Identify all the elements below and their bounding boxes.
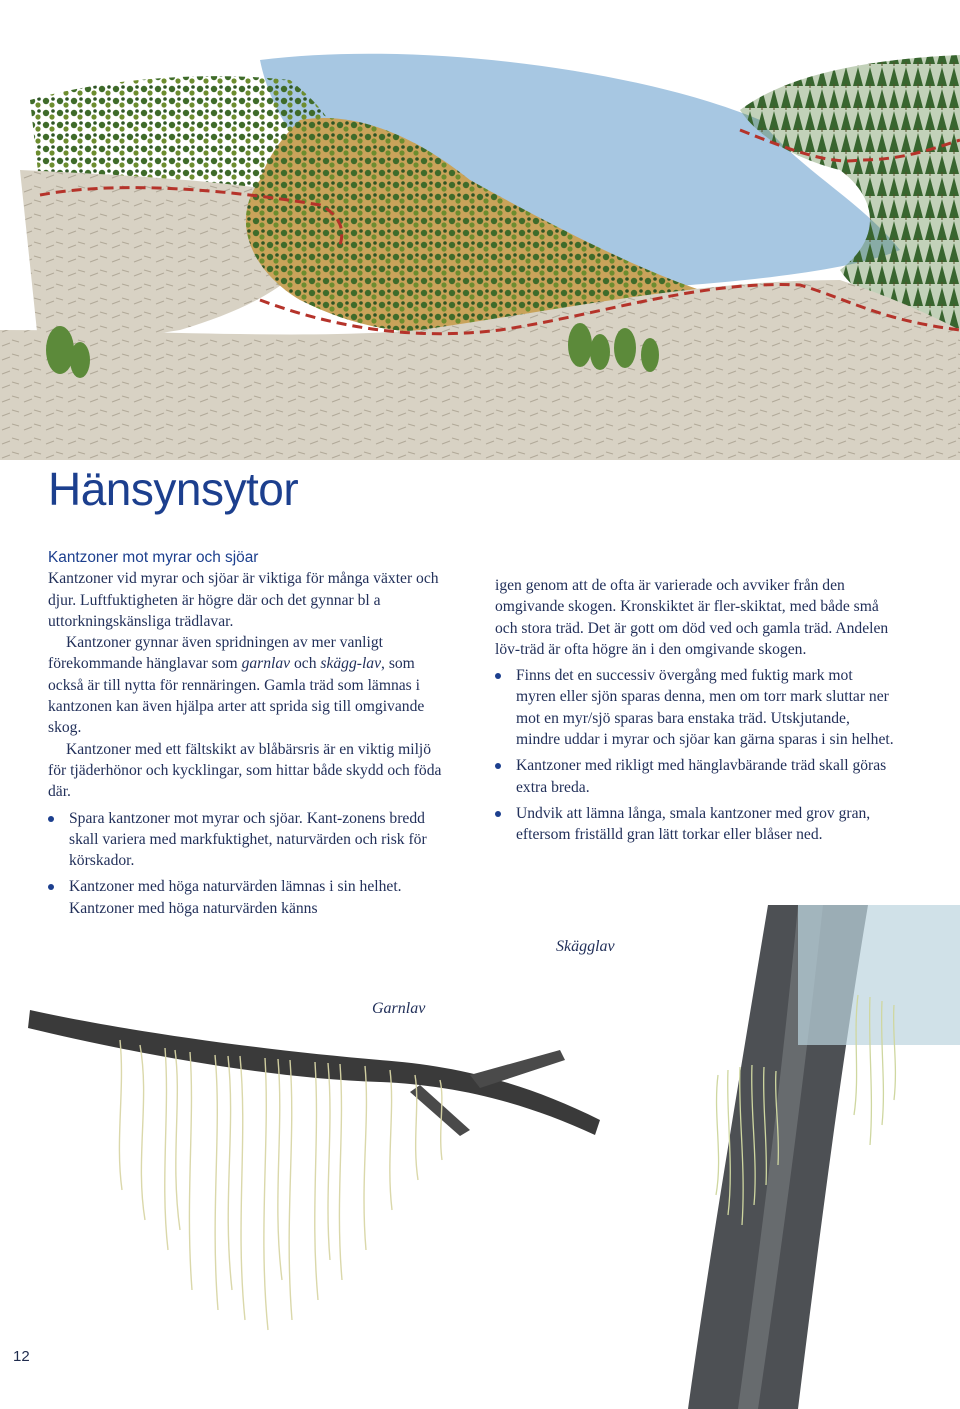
skagglav-illustration — [648, 905, 960, 1409]
hanging-lichen — [119, 1040, 442, 1330]
bullet-icon — [495, 811, 501, 817]
landscape-illustration — [0, 0, 960, 470]
left-bullet-list — [48, 808, 448, 919]
bullet-icon — [495, 763, 501, 769]
list-item: Kantzoner med rikligt med hänglavbärande träd skall göras extra breda. — [495, 755, 895, 798]
bullet-icon — [48, 816, 54, 822]
caption-garnlav: Garnlav — [372, 1000, 426, 1017]
bullet-icon — [48, 884, 54, 890]
garnlav-term: garnlav — [241, 655, 291, 673]
bullet-icon — [495, 673, 501, 679]
page-number: 12 — [13, 1348, 30, 1365]
skagglav-term: skägg-lav — [320, 655, 382, 673]
garnlav-illustration — [0, 990, 640, 1350]
section-heading: Kantzoner mot myrar och sjöar — [48, 549, 259, 566]
list-item: Spara kantzoner mot myrar och sjöar. Kant-zonens bredd skall variera med markfuktighet, naturvärden och risk för körskador. — [48, 808, 448, 872]
list-item: Kantzoner med höga naturvärden lämnas i sin helhet. Kantzoner med höga naturvärden känns — [48, 876, 448, 919]
field-layer-paragraph: Kantzoner med ett fältskikt av blåbärsris är en viktig miljö för tjäderhönor och kycklingar, som hittar både skydd och föda där. — [48, 740, 442, 801]
right-column — [495, 575, 895, 846]
left-column — [48, 547, 448, 919]
intro-paragraph: Kantzoner vid myrar och sjöar är viktiga för många växter och djur. Luftfuktigheten är högre där och det gynnar bl a uttorkningskänsliga trädlavar. — [48, 570, 439, 630]
page-title: Hänsynsytor — [48, 463, 299, 515]
caption-skagglav: Skägglav — [556, 938, 615, 955]
list-item: Finns det en successiv övergång med fuktig mark mot myren eller sjön sparas denna, men om torr mark sluttar ner mot en myr/sjö sparas bara enstaka träd. Utskjutande, mindre uddar i myrar och sjöar kan gärna sparas i sin helhet. — [495, 665, 895, 750]
list-item: Undvik att lämna långa, smala kantzoner med grov gran, eftersom friställd gran lätt torkar eller blåser ned. — [495, 803, 895, 846]
lichen-paragraph: Kantzoner gynnar även spridningen av mer vanligt förekommande hänglavar som garnlav och skägg-lav, som också är till nytta för rennäringen. Gamla träd som lämnas i kantzonen kan även hjälpa arter att sprida sig till omgivande skog. — [48, 634, 425, 737]
right-bullet-list — [495, 665, 895, 845]
sky-patch — [798, 905, 960, 1045]
continuation-paragraph: igen genom att de ofta är varierade och avviker från den omgivande skogen. Kronskiktet är fler-skiktat, med både små och stora träd. Det är gott om död ved och gamla träd. Andelen löv-träd är ofta högre än i den omgivande skogen. — [495, 577, 889, 658]
